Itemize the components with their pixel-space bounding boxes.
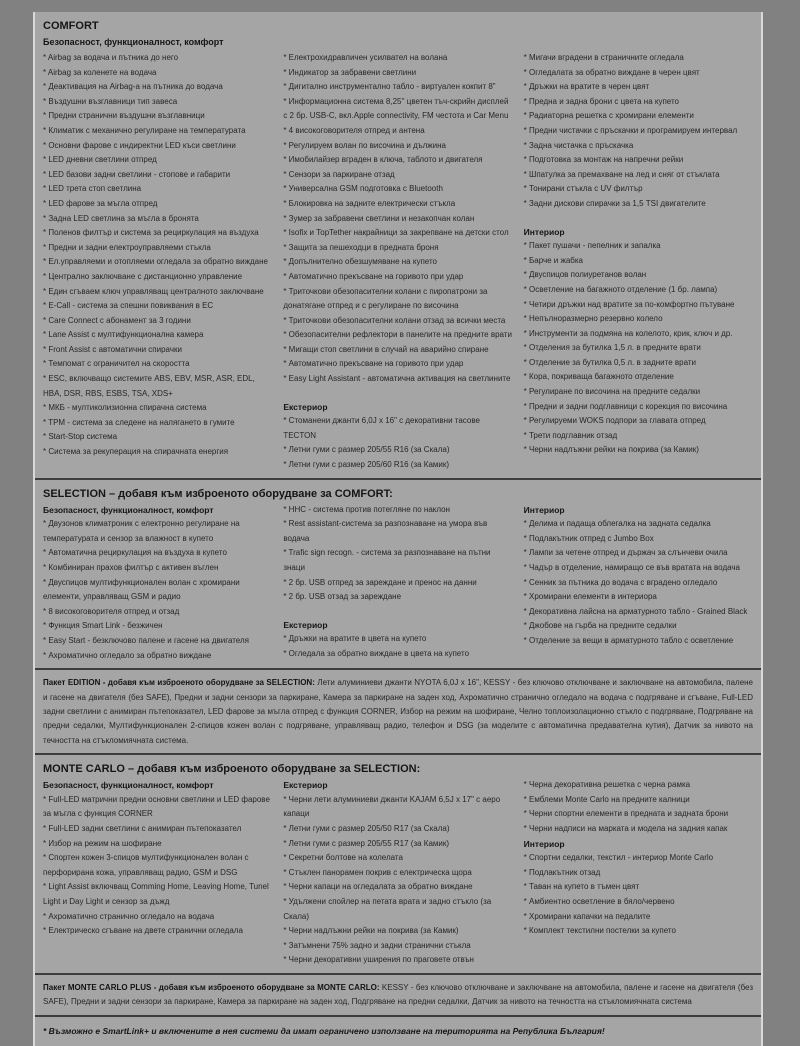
feature-item: * Регулируем волан по височина и дължина	[283, 140, 446, 150]
column-subheader: Безопасност, функционалност, комфорт	[43, 504, 214, 515]
column-subheader: Безопасност, функционалност, комфорт	[43, 780, 214, 791]
feature-item: * 2 бр. USB отпред за зареждане и пренос на данни	[283, 577, 477, 587]
feature-item: * Предни и задни електроуправляеми стъкла	[43, 242, 211, 252]
feature-item: * Електрохидравличен усилвател на волана	[283, 53, 448, 62]
feature-item: * Двуспицов мултифункционален волан с хромирани елементи, управляващ GSM и радио	[43, 577, 240, 602]
feature-item: * Допълнително обезшумяване на купето	[283, 257, 437, 267]
feature-item: * Таван на купето в тъмен цвят	[523, 882, 640, 892]
feature-item: * Триточкови обезопасителни колани с пиропатрони за донатягане отпред и с регулиране по височина	[283, 286, 488, 311]
feature-item: * Летни гуми с размер 205/55 R17 (за Камик)	[283, 838, 450, 848]
feature-item: * Въздушни възглавници тип завеса	[43, 96, 178, 106]
feature-item: * Амбиентно осветление в бяло/червено	[523, 896, 675, 906]
comfort-columns	[43, 51, 753, 473]
feature-item: * LED базови задни светлини - стопове и габарити	[43, 169, 231, 179]
feature-item: * Радиаторна решетка с хромирани елементи	[523, 111, 694, 121]
monte-carlo-column-3	[524, 778, 753, 939]
feature-item: * Тонирани стъкла с UV филтър	[523, 184, 643, 194]
comfort-subheader: Безопасност, функционалност, комфорт	[43, 37, 224, 47]
feature-item: * Ахроматично странично огледало на водача	[43, 911, 215, 921]
comfort-column-3	[524, 51, 753, 458]
footer-note: * Възможно е SmartLink+ и включените в нея системи да имат ограничено използване на територията на Република България!	[43, 1025, 605, 1036]
feature-item: * Автоматична рециркулация на въздуха в купето	[43, 548, 227, 558]
feature-item: * Обезопасителни рефлектори в панелите на предните врати	[283, 330, 512, 340]
feature-item: * МКБ - мултиколизионна спирачна система	[43, 403, 207, 413]
feature-item: * Удължени спойлер на петата врата и задно стъкло (за Скала)	[283, 896, 492, 921]
monte-carlo-columns	[43, 778, 753, 968]
feature-item: * Airbag за коленете на водача	[43, 67, 157, 77]
feature-item: * Lane Assist с мултифункционална камера	[43, 330, 204, 340]
feature-item: * HHC - система против потегляне по наклон	[283, 504, 450, 514]
monte-carlo-plus-lead: Пакет MONTE CARLO PLUS - добавя към изброеното оборудване за MONTE CARLO:	[43, 982, 380, 992]
feature-item: * Спортен кожен 3-спицов мултифункционален волан с перфорирана кожа, управляващ радио, GSM и DSG	[43, 853, 249, 877]
feature-item: * Делима и падаща облегалка на задната седалка	[523, 519, 711, 529]
feature-item: * Start-Stop система	[43, 432, 118, 442]
edition-body: Лети алуминиеви джанти NYOTA 6,0J x 16", KESSY - без ключово отключване и заключване на автомобила, палене и гасене на двигателя (без SAFE), Предни и задни сензори за паркиране, Камера за паркиране на заден ход, Ахроматично странично огледало на водача с подгряване и сгъване, Full-LED задни светлини с анимиран пътепоказател, LED фарове за мъгла отпред с функция CORNER, Избор на режим на шофиране, Челно топлоизолационно стъкло с подгряване, Подгряване на предни седалки, Мултифункционален 2-спицов кожен волан с подгряване, управляващ радио, телефон и DSG (за моделите с автоматична предавателна кутия), Датчик за нивото на течността на стъкломиячната система.	[43, 678, 754, 745]
feature-item: * Черни спортни елементи в предната и задната брони	[523, 809, 729, 819]
feature-item: * Автоматично прекъсване на горивото при удар	[283, 271, 464, 281]
feature-item: * Подготовка за монтаж на напречни рейки	[523, 155, 684, 165]
feature-item: * Спортни седалки, текстил - интериор Monte Carlo	[523, 853, 714, 863]
section-comfort	[35, 12, 761, 480]
feature-item: * Основни фарове с индиректни LED къси светлини	[43, 140, 236, 150]
feature-item: * Сенник за пътника до водача с вградено огледало	[523, 577, 718, 587]
feature-item: * Огледалата за обратно виждане в черен цвят	[523, 67, 700, 77]
feature-item: * Хромирани капачки на педалите	[523, 911, 651, 921]
feature-item: * Шпатулка за премахване на лед и сняг от стъклата	[523, 169, 720, 179]
feature-item: * Защита за пешеходци в предната броня	[283, 242, 439, 252]
feature-item: * Хромирани елементи в интериора	[523, 592, 657, 602]
selection-column-3	[524, 503, 753, 649]
feature-item: * Комбиниран прахов филтър с активен въглен	[43, 563, 219, 572]
column-subheader: Интериор	[523, 226, 565, 237]
feature-item: * Блокировка на задните електрически стъкла	[283, 198, 456, 208]
feature-item: * Един сгъваем ключ управляващ централното заключване	[43, 286, 264, 296]
feature-item: * Rest assistant-система за разпознаване на умора във водача	[283, 519, 488, 543]
feature-item: * Задна чистачка с пръскачка	[523, 140, 634, 150]
feature-item: * Light Assist включващ Comming Home, Leaving Home, Tunel Light и Day Light и сензор за дъжд	[43, 882, 269, 906]
feature-item: * Барче и жабка	[523, 255, 584, 265]
feature-item: * Непълноразмерно резервно колело	[523, 314, 663, 324]
feature-item: * Подлакътник отзад	[523, 867, 601, 877]
selection-columns	[43, 503, 753, 664]
feature-item: * Ел.управляеми и отопляеми огледала за обратно виждане	[43, 257, 268, 267]
column-subheader: Екстериор	[283, 619, 328, 630]
monte-carlo-column-2	[283, 778, 512, 968]
feature-item: * Универсална GSM подготовка с Bluetooth	[283, 184, 443, 194]
feature-item: * Климатик с механично регулиране на температурата	[43, 125, 246, 135]
feature-item: * Чадър в отделение, намиращо се във вратата на водача	[523, 563, 741, 572]
feature-item: * Предна и задна брони с цвета на купето	[523, 96, 679, 106]
feature-item: * Кора, покриваща багажното отделение	[523, 372, 674, 382]
feature-item: * Поленов филтър и система за рециркулация на въздуха	[43, 228, 259, 238]
feature-item: * Регулируеми WOKS подпори за главата отпред	[523, 416, 706, 426]
feature-item: * Отделение за бутилка 0,5 л. в задните врати	[523, 357, 696, 367]
feature-item: * Осветление на багажното отделение (1 бр. лампа)	[523, 284, 718, 294]
feature-item: * Сензори за паркиране отзад	[283, 169, 395, 179]
feature-item: * Функция Smart Link - безжичен	[43, 621, 163, 631]
feature-item: * Двузонов климатроник с електронно регулиране на температурата и сензор за влажност в купето	[43, 519, 240, 543]
selection-title: SELECTION – добавя към изброеното оборудване за COMFORT:	[43, 487, 393, 500]
feature-item: * LED фарове за мъгла отпред	[43, 198, 158, 208]
feature-item: * Индикатор за забравени светлини	[283, 67, 417, 77]
feature-item: * Задни дискови спирачки за 1,5 TSI двигателите	[523, 198, 706, 208]
column-subheader: Интериор	[523, 504, 565, 515]
feature-item: * E-Call - система за спешни повиквания в ЕС	[43, 301, 214, 311]
feature-item: * Easy Light Assistant - автоматична активация на светлините	[283, 374, 511, 384]
column-subheader: Екстериор	[283, 780, 328, 791]
feature-item: * LED трета стоп светлина	[43, 184, 142, 194]
feature-item: * Емблеми Monte Carlo на предните калници	[523, 794, 690, 804]
comfort-column-1	[43, 51, 272, 460]
feature-item: * Джобове на гърба на предните седалки	[523, 621, 677, 631]
feature-item: * Зумер за забравени светлини и незакопчан колан	[283, 213, 475, 223]
feature-item: * Централно заключване с дистанционно управление	[43, 271, 243, 281]
column-subheader: Екстериор	[283, 401, 328, 412]
feature-item: * Дигитално инструментално табло - виртуален кокпит 8"	[283, 82, 496, 92]
feature-item: * Отделения за бутилка 1,5 л. в предните врати	[523, 343, 701, 353]
feature-item: * Мигащи стоп светлини в случай на аварийно спиране	[283, 344, 489, 354]
feature-item: * LED дневни светлини отпред	[43, 155, 157, 165]
feature-item: * Огледала за обратно виждане в цвета на купето	[283, 648, 470, 658]
feature-item: * Двуспицов полиуретанов волан	[523, 270, 647, 280]
feature-item: * Full-LED задни светлини с анимиран пътепоказател	[43, 823, 242, 833]
feature-item: * Предни и задни подглавници с корекция по височина	[523, 401, 728, 411]
feature-item: * Черни декоративни уширения по праговете отвън	[283, 955, 474, 965]
feature-item: * Избор на режим на шофиране	[43, 838, 162, 848]
feature-item: * Отделение за вещи в арматурното табло с осветление	[523, 635, 734, 645]
feature-item: * Trafic sign recogn. - система за разпознаване на пътни знаци	[283, 548, 491, 572]
feature-item: * Имобилайзер вграден в ключа, таблото и двигателя	[283, 155, 483, 165]
feature-item: * Черни надписи на марката и модела на задния капак	[523, 823, 728, 833]
column-subheader: Интериор	[523, 838, 565, 849]
feature-item: * Full-LED матрични предни основни светлини и LED фарове за мъгла с функция CORNER	[43, 794, 270, 819]
feature-item: * Лампи за четене отпред и държач за слънчеви очила	[523, 548, 728, 558]
feature-item: * Декоративна лайсна на арматурното табло - Grained Black	[523, 606, 748, 616]
feature-item: * Летни гуми с размер 205/55 R16 (за Скала)	[283, 445, 450, 455]
feature-item: * Задна LED светлина за мъгла в бронята	[43, 213, 199, 223]
monte-carlo-plus-paragraph	[43, 981, 753, 1010]
feature-item: * Стоманени джанти 6,0J x 16" с декоративни тасове TECTON	[283, 416, 480, 440]
feature-item: * Easy Start - безключово палене и гасене на двигателя	[43, 635, 249, 645]
feature-item: * Комплект текстилни постелки за купето	[523, 926, 676, 936]
feature-item: * Черни надлъжни рейки на покрива (за Камик)	[523, 445, 699, 455]
feature-item: * ESC, включващо системите ABS, EBV, MSR, ASR, EDL, HBA, DSR, RBS, ESBS, TSA, XDS+	[43, 374, 255, 398]
feature-item: * Airbag за водача и пътника до него	[43, 53, 179, 62]
feature-item: * Черна декоративна решетка с черна рамка	[523, 780, 691, 790]
feature-item: * Триточкови обезопасителни колани отзад за всички места	[283, 315, 506, 325]
comfort-title: COMFORT	[43, 20, 99, 32]
section-monte-carlo-plus	[35, 975, 761, 1017]
feature-item: * Мигачи вградени в страничните огледала	[523, 53, 684, 62]
selection-column-2	[283, 503, 512, 662]
feature-item: * Трети подглавник отзад	[523, 430, 618, 440]
feature-item: * Автоматично прекъсване на горивото при удар	[283, 359, 464, 369]
feature-item: * Дръжки на вратите в черен цвят	[523, 82, 650, 92]
content-panel	[33, 12, 763, 1046]
feature-item: * 8 високоговорителя отпред и отзад	[43, 606, 180, 616]
feature-item: * Деактивация на Airbag-а на пътника до водача	[43, 82, 223, 92]
feature-item: * Черни лети алуминиеви джанти KAJAM 6,5J x 17" с аеро капаци	[283, 794, 501, 819]
feature-item: * Четири дръжки над вратите за по-комфортно пътуване	[523, 299, 735, 309]
feature-item: * Стъклен панорамен покрив с електрическа щора	[283, 867, 472, 877]
monte-carlo-plus-body: KESSY - без ключово отключване и заключване на автомобила, палене и гасене на двигателя (без SAFE), Предни и задни сензори за паркиране, Камера за паркиране на заден ход, Подгряване на предни седалки, Датчик за нивото на течността на стъкломиячната система	[43, 982, 753, 1007]
feature-item: * Черни капаци на огледалата за обратно виждане	[283, 882, 473, 892]
feature-item: * Инструменти за подмяна на колелото, крик, ключ и др.	[523, 328, 733, 338]
section-footer-note	[35, 1017, 761, 1046]
feature-item: * Черни надлъжни рейки на покрива (за Камик)	[283, 926, 459, 936]
feature-item: * Care Connect с абонамент за 3 години	[43, 315, 191, 325]
feature-item: * Подлакътник отпред с Jumbo Box	[523, 533, 654, 543]
feature-item: * Дръжки на вратите в цвета на купето	[283, 634, 427, 644]
section-monte-carlo	[35, 755, 761, 975]
feature-item: * Информационна система 8,25'' цветен тъч-скрийн дисплей с 2 бр. USB-C, вкл.Apple connectivity, FM честота и Car Menu	[283, 96, 509, 121]
feature-item: * Темпомат с ограничител на скоростта	[43, 359, 190, 369]
feature-item: * Ахроматично огледало за обратно виждане	[43, 650, 212, 660]
monte-carlo-title: MONTE CARLO – добавя към изброеното оборудване за SELECTION:	[43, 763, 421, 776]
edition-lead: Пакет EDITION - добавя към изброеното оборудване за SELECTION:	[43, 678, 315, 688]
section-selection	[35, 480, 761, 671]
feature-item: * Летни гуми с размер 205/60 R16 (за Камик)	[283, 460, 450, 470]
feature-item: * Предни чистачки с пръскачки и програмируем интервал	[523, 125, 738, 135]
comfort-column-2	[283, 51, 512, 473]
feature-item: * 2 бр. USB отзад за зареждане	[283, 592, 402, 602]
selection-column-1	[43, 503, 272, 664]
feature-item: * Система за рекуперация на спирачната енергия	[43, 447, 229, 457]
feature-item: * Затъмнени 75% задно и задни странични стъкла	[283, 940, 471, 950]
edition-paragraph	[43, 676, 753, 748]
feature-item: * Isofix и TopTether накрайници за закрепване на детски стол	[283, 228, 509, 238]
feature-item: * TPM - система за следене на налягането в гумите	[43, 417, 235, 427]
section-edition	[35, 670, 761, 755]
feature-item: * Front Assist с автоматични спирачки	[43, 344, 182, 354]
feature-item: * Секретни болтове на колелата	[283, 853, 403, 863]
feature-item: * Предни странични въздушни възглавници	[43, 111, 205, 121]
monte-carlo-column-1	[43, 778, 272, 939]
feature-item: * 4 високоговорителя отпред и антена	[283, 125, 425, 135]
feature-item: * Пакет пушачи - пепелник и запалка	[523, 241, 661, 251]
feature-item: * Летни гуми с размер 205/50 R17 (за Скала)	[283, 823, 450, 833]
feature-item: * Електрическо сгъване на двете странични огледала	[43, 926, 243, 936]
feature-item: * Регулиране по височина на предните седалки	[523, 387, 701, 397]
